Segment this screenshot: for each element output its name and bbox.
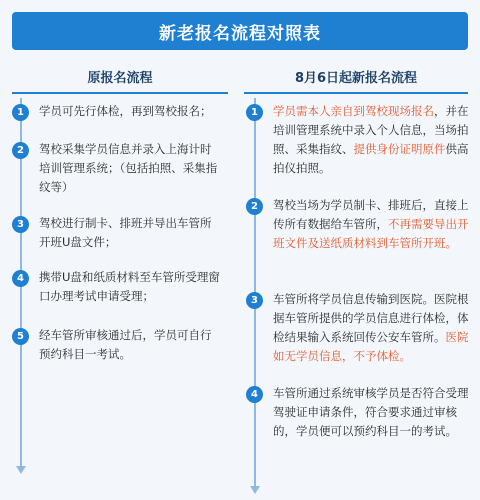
step-number-badge: 4: [246, 386, 263, 403]
step-number-badge: 5: [12, 328, 29, 345]
highlight-text: 学员需本人亲自到驾校现场报名: [273, 104, 434, 118]
old-step-text: 携带U盘和纸质材料至车管所受理窗口办理考试申请受理；: [39, 270, 220, 303]
step-number-badge: 1: [246, 104, 263, 121]
new-step-2: [246, 196, 472, 253]
step-body-text: 供高拍仪拍照。: [273, 142, 469, 175]
new-step-text: 车管所通过系统审核学员是否符合受理驾驶证申请条件，符合要求通过审核的，学员便可以预约科目一的考试。: [273, 386, 469, 438]
step-number-badge: 3: [12, 216, 29, 233]
old-step-text: 经车管所审核通过后，学员可自行预约科目一考试。: [39, 328, 212, 361]
step-number-badge: 1: [12, 104, 29, 121]
old-step-4: [12, 268, 222, 306]
highlight-text: 不再需要导出开班文件及送纸质材料到车管所开班。: [273, 217, 469, 250]
new-step-3: [246, 290, 472, 366]
old-step-2: [12, 140, 222, 197]
old-step-text: 学员可先行体检，再到驾校报名；: [39, 104, 212, 118]
new-step-1: [246, 102, 472, 178]
new-step-text: [273, 196, 472, 253]
step-number-badge: 2: [246, 198, 263, 215]
step-number-badge: 4: [12, 270, 29, 287]
new-process-divider: [244, 92, 468, 94]
step-body-text: 车管所将学员信息传输到医院。医院根据车管所提供的学员信息进行体检，体检结果输入系统回传公安车管所。: [273, 292, 469, 344]
old-step-5: [12, 326, 222, 364]
new-step-text: [273, 290, 472, 366]
step-number-badge: 2: [12, 142, 29, 159]
new-timeline-arrow-icon: [250, 486, 260, 494]
old-process-header: 原报名流程: [87, 70, 153, 86]
step-body-text: 驾校当场为学员制卡、排班后，直接上传所有数据给车管所，: [273, 198, 469, 231]
old-step-1: [12, 102, 222, 121]
step-number-badge: 3: [246, 292, 263, 309]
highlight-text: 提供身份证明原件: [353, 142, 446, 156]
new-step-text: [273, 102, 472, 178]
old-process-divider: [12, 92, 228, 94]
old-step-text: 驾校进行制卡、排班并导出车管所开班U盘文件；: [39, 216, 212, 249]
new-process-header: 8月6日起新报名流程: [294, 70, 418, 86]
old-timeline-arrow-icon: [16, 466, 26, 474]
new-step-4: [246, 384, 472, 441]
highlight-text: 医院如无学员信息，不予体检。: [273, 330, 469, 363]
old-step-3: [12, 214, 222, 252]
step-body-text: ，并在培训管理系统中录入个人信息，当场拍照、采集指纹、: [273, 104, 469, 156]
old-step-text: 驾校采集学员信息并录入上海计时培训管理系统；（包括拍照、采集指纹等）: [39, 142, 218, 194]
page-title: 新老报名流程对照表: [12, 12, 468, 50]
